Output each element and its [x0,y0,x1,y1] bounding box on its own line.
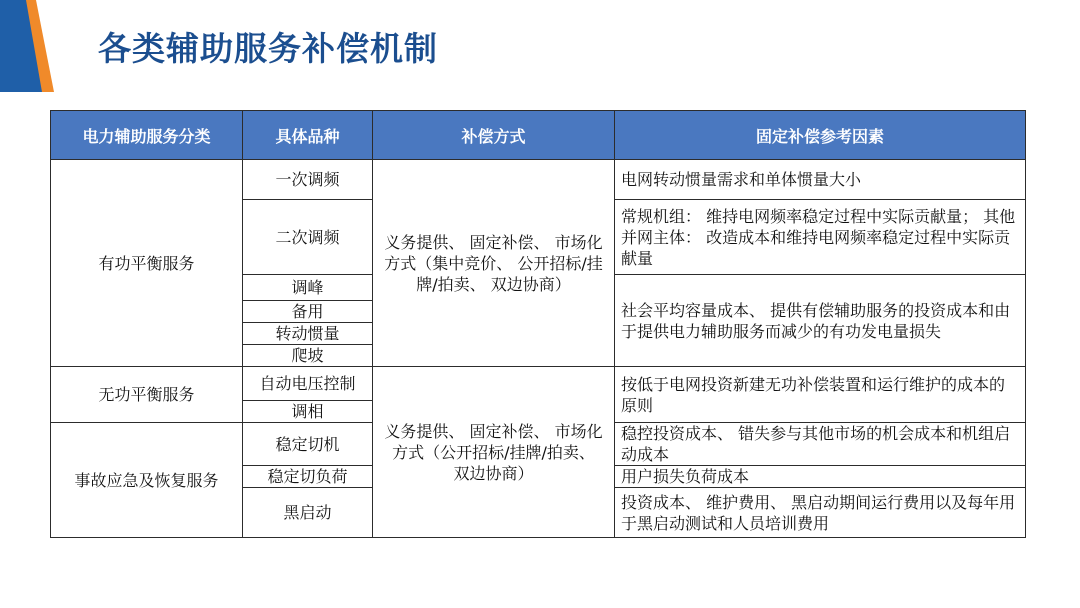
item-inertia: 转动惯量 [243,323,373,345]
item-peak: 调峰 [243,275,373,301]
method-market-full: 义务提供、 固定补偿、 市场化方式（集中竞价、 公开招标/挂牌/拍卖、 双边协商） [373,160,615,367]
table-row [51,160,1026,200]
item-phase: 调相 [243,401,373,423]
factor-peak-group: 社会平均容量成本、 提供有偿辅助服务的投资成本和由于提供电力辅助服务而减少的有功发电量损失 [615,275,1026,367]
table-row [51,367,1026,401]
item-ramping: 爬坡 [243,345,373,367]
factor-primary-freq: 电网转动惯量需求和单体惯量大小 [615,160,1026,200]
item-secondary-freq: 二次调频 [243,200,373,275]
item-stable-load: 稳定切负荷 [243,466,373,488]
category-emergency: 事故应急及恢复服务 [51,423,243,538]
table-header-row [51,111,1026,160]
method-market-partial: 义务提供、 固定补偿、 市场化方式（公开招标/挂牌/拍卖、 双边协商） [373,367,615,538]
category-reactive: 无功平衡服务 [51,367,243,423]
header-factor: 固定补偿参考因素 [615,111,1026,160]
page-title: 各类辅助服务补偿机制 [98,29,438,68]
compensation-table [50,110,1026,538]
item-reserve: 备用 [243,301,373,323]
item-stable-cut: 稳定切机 [243,423,373,466]
item-primary-freq: 一次调频 [243,160,373,200]
factor-stable-cut: 稳控投资成本、 错失参与其他市场的机会成本和机组启动成本 [615,423,1026,466]
item-black-start: 黑启动 [243,488,373,538]
factor-reactive: 按低于电网投资新建无功补偿装置和运行维护的成本的原则 [615,367,1026,423]
item-avc: 自动电压控制 [243,367,373,401]
factor-black-start: 投资成本、 维护费用、 黑启动期间运行费用以及每年用于黑启动测试和人员培训费用 [615,488,1026,538]
header-method: 补偿方式 [373,111,615,160]
factor-secondary-freq: 常规机组： 维持电网频率稳定过程中实际贡献量； 其他并网主体： 改造成本和维持电网频率稳定过程中实际贡献量 [615,200,1026,275]
header-category: 电力辅助服务分类 [51,111,243,160]
category-active: 有功平衡服务 [51,160,243,367]
header-item: 具体品种 [243,111,373,160]
factor-stable-load: 用户损失负荷成本 [615,466,1026,488]
